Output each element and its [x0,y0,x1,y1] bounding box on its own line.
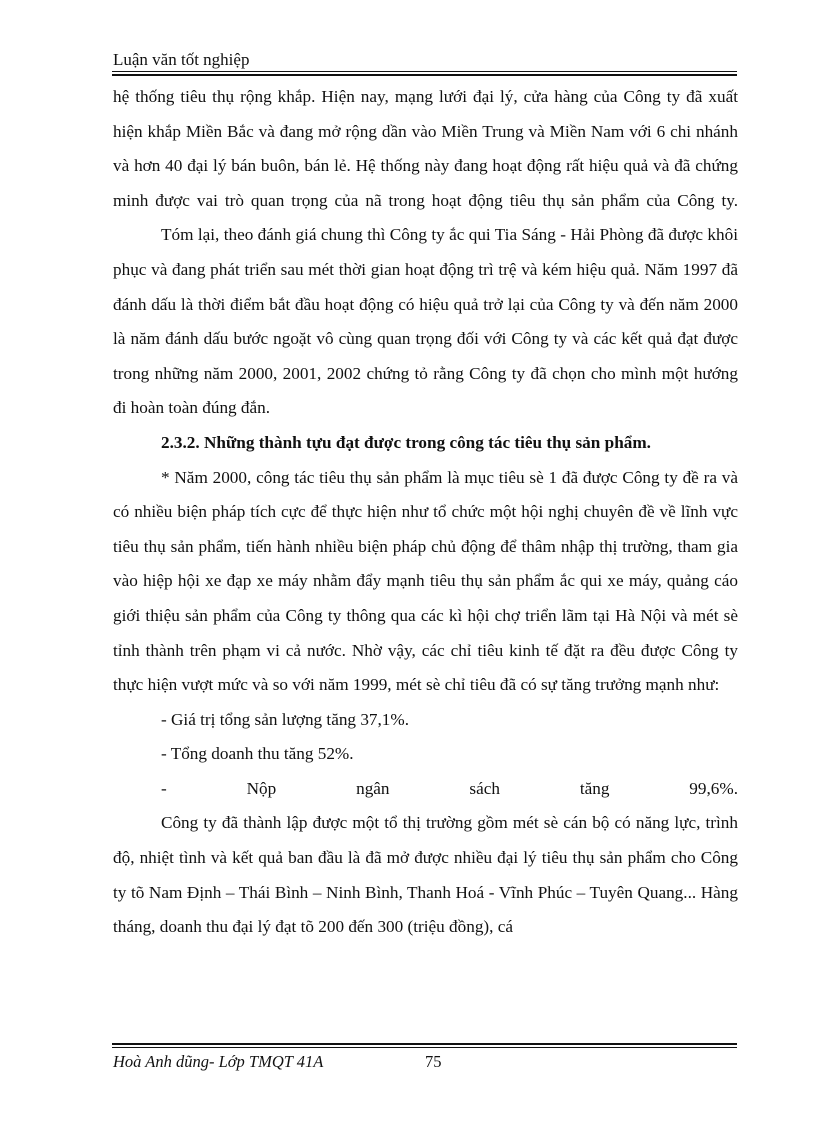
paragraph-1: hệ thống tiêu thụ rộng khắp. Hiện nay, mạng lưới đại lý, cửa hàng của Công ty đã xuất hiện khắp Miền Bắc và đang mở rộng dần vào Miền Trung và Miền Nam với 6 chi nhánh và hơn 40 đại lý bán buôn, bán lẻ. Hệ thống này đang hoạt động rất hiệu quả và đã chứng minh được vai trò quan trọng của nã trong hoạt động tiêu thụ sản phẩm của Công ty. [113,87,738,210]
paragraph-2: Tóm lại, theo đánh giá chung thì Công ty ắc qui Tia Sáng - Hải Phòng đã được khôi phục và đang phát triển sau mét thời gian hoạt động trì trệ và kém hiệu quả. Năm 1997 đã đánh dấu là thời điểm bắt đầu hoạt động có hiệu quả trở lại của Công ty và đến năm 2000 là năm đánh dấu bước ngoặt vô cùng quan trọng đối với Công ty và các kết quả đạt được trong những năm 2000, 2001, 2002 chứng tỏ rằng Công ty đã chọn cho mình một hướng đi hoàn toàn đúng đắn. [113,225,738,418]
list-item-2: - Tổng doanh thu tăng 52%. [161,744,354,764]
section-heading: 2.3.2. Những thành tựu đạt được trong công tác tiêu thụ sản phẩm. [161,432,651,452]
header-rule-thin [112,71,737,72]
document-body [113,80,738,945]
paragraph-4: Công ty đã thành lập được một tổ thị trường gồm mét sè cán bộ có năng lực, trình độ, nhiệt tình và kết quả ban đầu là đã mở được nhiều đại lý tiêu thụ sản phẩm cho Công ty tõ Nam Định – Thái Bình – Ninh Bình, Thanh Hoá - Vĩnh Phúc – Tuyên Quang... Hàng tháng, doanh thu đại lý đạt tõ 200 đến 300 (triệu đồng), cá [113,813,738,937]
running-header: Luận văn tốt nghiệp [113,50,250,69]
footer-author: Hoà Anh dũng- Lớp TMQT 41A [113,1052,324,1071]
footer-rule-thick [112,1043,737,1045]
page-number: 75 [425,1052,442,1071]
list-item-3: - Nộp ngân sách tăng 99,6%. [161,778,738,798]
list-item-1: - Giá trị tổng sản lượng tăng 37,1%. [161,709,410,729]
footer-rule-thin [112,1047,737,1048]
paragraph-3: * Năm 2000, công tác tiêu thụ sản phẩm là mục tiêu sè 1 đã được Công ty đề ra và có nhiều biện pháp tích cực để thực hiện như tổ chức một hội nghị chuyên đề về lĩnh vực tiêu thụ sản phẩm, tiến hành nhiều biện pháp chủ động để thâm nhập thị trường, tham gia vào hiệp hội xe đạp xe máy nhằm đẩy mạnh tiêu thụ sản phẩm ắc qui xe máy, quảng cáo giới thiệu sản phẩm của Công ty thông qua các kì hội chợ triển lãm tại Hà Nội và mét sè tỉnh thành trên phạm vi cả nước. Nhờ vậy, các chỉ tiêu kinh tế đặt ra đều được Công ty thực hiện vượt mức và so với năm 1999, mét sè chỉ tiêu đã có sự tăng trưởng mạnh như: [113,467,738,695]
header-rule-thick [112,74,737,76]
